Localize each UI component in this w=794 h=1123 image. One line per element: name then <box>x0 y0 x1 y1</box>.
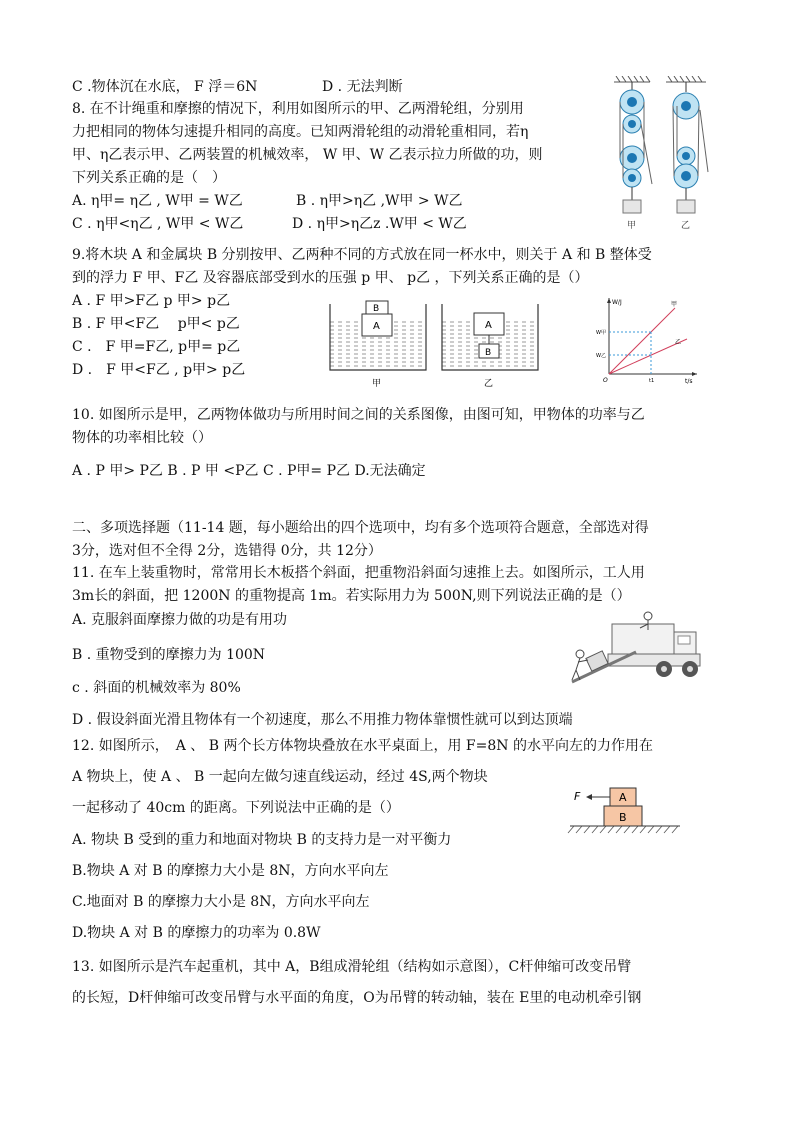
q12-option-a: A. 物块 B 受到的重力和地面对物块 B 的支持力是一对平衡力 <box>72 832 452 848</box>
svg-text:B: B <box>485 348 492 358</box>
q11-stem-line-2: 3m长的斜面，把 1200N 的重物提高 1m。若实际用力为 500N,则下列说法正确的是（） <box>72 588 631 604</box>
work-time-graph <box>593 294 703 384</box>
svg-text:A: A <box>619 791 627 804</box>
q12-stem-line-2: A 物块上，使 A 、 B 一起向左做匀速直线运动，经过 4S,两个物块 <box>72 769 488 785</box>
q11-option-a: A. 克服斜面摩擦力做的功是有用功 <box>72 612 288 628</box>
q13-stem-line-2: 的长短，D杆伸缩可改变吊臂与水平面的角度，O为吊臂的转动轴，装在 E里的电动机牵引钢 <box>72 990 642 1006</box>
q11-option-d: D . 假设斜面光滑且物体有一个初速度，那么不用推力物体靠惯性就可以到达顶端 <box>72 712 573 728</box>
q8-option-c: C . η甲<η乙 , W甲 < W乙 <box>72 216 244 232</box>
q8-option-b: B . η甲>η乙 ,W甲 > W乙 <box>296 193 463 209</box>
force-label: F <box>574 790 581 803</box>
q9-option-b: B . F 甲<F乙 p甲< p乙 <box>72 316 240 332</box>
stacked-blocks-figure <box>566 784 684 836</box>
q9-stem-line-2: 到的浮力 F 甲、F乙 及容器底部受到水的压强 p 甲、 p乙 ，下列关系正确的是（） <box>72 270 589 286</box>
graph-x-axis-label: t/s <box>685 378 693 384</box>
graph-origin: O <box>603 377 608 384</box>
pulley-left-label: 甲 <box>627 221 637 231</box>
pulley-right-label: 乙 <box>681 221 691 231</box>
q11-option-b: B . 重物受到的摩擦力为 100N <box>72 647 266 663</box>
q12-option-d: D.物块 A 对 B 的摩擦力的功率为 0.8W <box>72 925 321 941</box>
pulley-system-figure <box>606 76 722 236</box>
pulley-left-system <box>620 82 652 213</box>
section2-heading-line-2: 3分，选对但不全得 2分，选错得 0分，共 12分） <box>72 543 382 559</box>
svg-text:B: B <box>373 304 380 314</box>
q12-option-c: C.地面对 B 的摩擦力大小是 8N，方向水平向左 <box>72 894 370 910</box>
q12-stem-line-1: 12. 如图所示， A 、 B 两个长方体物块叠放在水平桌面上，用 F=8N 的水平向左的力作用在 <box>72 738 653 754</box>
graph-line-yi-label: 乙 <box>675 339 682 346</box>
q9-option-a: A . F 甲>F乙 p 甲> p乙 <box>72 293 231 309</box>
q13-stem-line-1: 13. 如图所示是汽车起重机，其中 A，B组成滑轮组（结构如示意图），C杆伸缩可改变吊臂 <box>72 959 632 975</box>
q11-stem-line-1: 11. 在车上装重物时，常常用长木板搭个斜面，把重物沿斜面匀速推上去。如图所示，工人用 <box>72 565 645 581</box>
q9-option-c: C . F 甲=F乙, p甲= p乙 <box>72 339 241 355</box>
q7-option-c: C .物体沉在水底， F 浮＝6N <box>72 79 258 95</box>
beakers-figure <box>322 296 552 390</box>
q10-stem-line-2: 物体的功率相比较（） <box>72 430 212 446</box>
q8-option-d: D . η甲>η乙z .W甲 < W乙 <box>292 216 467 232</box>
graph-w-jia: W甲 <box>596 330 606 336</box>
pulley-right-system <box>673 82 708 213</box>
svg-text:B: B <box>619 811 627 824</box>
q10-stem-line-1: 10. 如图所示是甲，乙两物体做功与所用时间之间的关系图像，由图可知，甲物体的功率与乙 <box>72 407 645 423</box>
q12-stem-line-3: 一起移动了 40cm 的距离。下列说法中正确的是（） <box>72 800 400 816</box>
q7-option-d: D . 无法判断 <box>322 79 403 95</box>
graph-t1: t1 <box>649 378 655 384</box>
svg-text:A: A <box>373 321 380 332</box>
q9-option-d: D . F 甲<F乙 , p甲> p乙 <box>72 362 246 378</box>
graph-line-jia-label: 甲 <box>671 301 678 308</box>
q8-stem-line-2: 力把相同的物体匀速提升相同的高度。已知两滑轮组的动滑轮重相同，若η <box>72 124 529 140</box>
q8-stem-line-1: 8. 在不计绳重和摩擦的情况下，利用如图所示的甲、乙两滑轮组，分别用 <box>72 101 524 117</box>
q12-option-b: B.物块 A 对 B 的摩擦力大小是 8N，方向水平向左 <box>72 863 389 879</box>
q8-stem-line-3: 甲、η乙表示甲、乙两装置的机械效率， W 甲、W 乙表示拉力所做的功，则 <box>72 147 543 163</box>
q8-stem-line-4: 下列关系正确的是（ ） <box>72 170 226 186</box>
beaker-right-label: 乙 <box>484 379 494 389</box>
svg-text:A: A <box>485 320 492 331</box>
beaker-left <box>330 301 426 389</box>
q8-option-a: A. η甲= η乙 , W甲 = W乙 <box>72 193 243 209</box>
graph-w-yi: W乙 <box>596 353 606 359</box>
line-jia <box>609 308 675 374</box>
truck-ramp-illustration <box>566 608 702 684</box>
q9-stem-line-1: 9.将木块 A 和金属块 B 分别按甲、乙两种不同的方式放在同一杯水中，则关于 A 和 B 整体受 <box>72 247 652 263</box>
q10-options: A . P 甲> P乙 B . P 甲 <P乙 C . P甲= P乙 D.无法确定 <box>72 463 426 479</box>
force-arrow-icon <box>586 794 592 800</box>
beaker-right <box>442 304 538 389</box>
section2-heading-line-1: 二、多项选择题（11-14 题，每小题给出的四个选项中，均有多个选项符合题意，全部选对得 <box>72 520 649 536</box>
q11-option-c: c . 斜面的机械效率为 80% <box>72 680 241 696</box>
beaker-left-label: 甲 <box>372 379 382 389</box>
graph-y-axis-label: W/J <box>612 299 622 306</box>
